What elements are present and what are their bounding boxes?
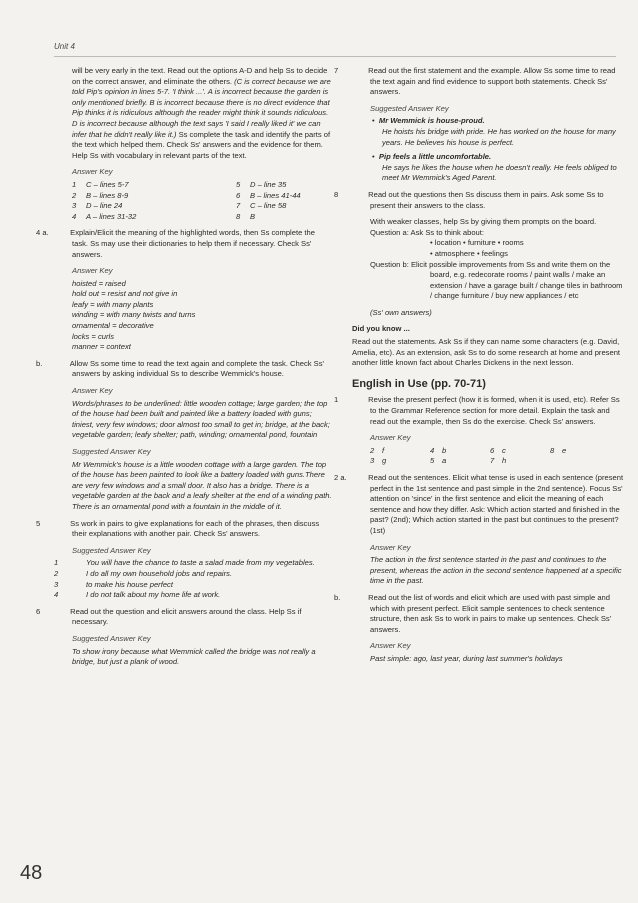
list-item-text: I do not talk about my home life at work. <box>86 590 221 600</box>
bullet-2-text: He says he likes the house when he doesn't really. He feels obliged to meet Mr Wemmick's Aged Parent. <box>382 162 617 183</box>
bullet-1-text: He hoists his bridge with pride. He has worked on the house for many years. He believes his house is perfect. <box>382 126 616 147</box>
answer-key-cell: 7 <box>490 456 495 466</box>
underline-answers: Words/phrases to be underlined: little wooden cottage; large garden; the top of the house had been built and painted like a battery loaded with guns; tiniest, very few windows; door almost too small to get in; bridge, at the back; vegetable garden; leafy shelter; path, winding; ornamental pond, fountain <box>72 398 330 440</box>
section-title: English in Use (pp. 70-71) <box>352 377 486 390</box>
question-6: 6 Read out the question and elicit answers around the class. Help Ss if necessary. <box>36 606 302 627</box>
list-item-text: to make his house perfect <box>86 579 173 589</box>
answer-key-cell <box>562 456 610 467</box>
question-a-prompt-1: • location • furniture • rooms <box>430 238 524 248</box>
answer-key-cell: 8 <box>550 445 555 455</box>
answer-key-cell: B – lines 41-44 <box>250 190 301 200</box>
own-answers: (Ss' own answers) <box>370 307 432 317</box>
answer-key-cell: 2 <box>72 190 77 200</box>
suggested-answer-list <box>54 558 332 600</box>
suggested-key-label: Suggested Answer Key <box>72 545 151 555</box>
vocab-answer: manner = context <box>72 342 131 352</box>
list-item <box>54 568 332 580</box>
list-item-text: You will have the chance to taste a salad made from my vegetables. <box>86 558 315 568</box>
question-7: 7 Read out the first statement and the example. Allow Ss some time to read the text again and find evidence to support both statements. Check Ss' answers. <box>334 66 616 97</box>
question-4a: 4 a. Explain/Elicit the meaning of the highlighted words, then Ss complete the task. Ss may use their dictionaries to help them if necessary. Check Ss' answers. <box>36 228 315 259</box>
answer-key-cell: 3 <box>370 456 375 466</box>
answer-key-label: Answer Key <box>72 167 113 177</box>
answer-key-cell: a <box>442 456 447 466</box>
answer-key-cell: 3 <box>72 201 77 211</box>
intro-text: will be very early in the text. Read out the options A-D and help Ss to decide on the correct answer, and eliminate the others. (C is correct because we are told Pip's opinion in lines 5-7. 'I think ...'. A is incorrect because the garden is only mentioned briefly. B is incorrect because there is no direct evidence that Pip thinks it is ridiculous although the reader might think it sounds ridiculous. D is incorrect because although the text says 'I said I really liked it' we can infer that he didn't really like it.) Ss complete the task and identify the parts of the text which helped them. Check Ss' answers and the evidence for them. Help Ss with vocabulary in relevant parts of the text. <box>72 66 331 160</box>
exercise-2b: b. Read out the list of words and elicit which are used with past simple and which with present perfect. Elicit sample sentences to check sentence structure, then ask Ss to work in pairs to make up sentences. Check Ss' answers. <box>334 592 612 634</box>
answer-key-label: Answer Key <box>370 641 411 651</box>
question-b: Question b: Elicit possible improvements from Ss and write them on the board, e.g. redecorate rooms / paint walls / make an extension / have a garage built / change tiles in bathroom / change furniture / buy new appliances / etc <box>370 259 623 301</box>
answer-key-label: Answer Key <box>370 433 411 443</box>
answer-key-cell: 4 <box>72 211 77 221</box>
list-item-number: 4 <box>54 590 59 600</box>
answer-key-cell: D – line 24 <box>86 201 123 211</box>
list-item-number: 3 <box>54 579 59 589</box>
answer-key-label: Answer Key <box>72 386 113 396</box>
vocab-answer: winding = with many twists and turns <box>72 310 196 320</box>
question-a-prompt-2: • atmosphere • feelings <box>430 248 508 258</box>
list-item <box>54 579 332 591</box>
vocab-answer: leafy = with many plants <box>72 299 154 309</box>
answer-key-cell: 6 <box>236 190 241 200</box>
answer-key-cell: 1 <box>72 179 77 189</box>
answer-key-grid <box>352 446 624 467</box>
answer-key-cell: B <box>250 211 256 221</box>
answer-key-cell: C – lines 5-7 <box>86 179 129 189</box>
unit-label: Unit 4 <box>54 42 75 51</box>
vocab-answer: hoisted = raised <box>72 278 126 288</box>
answer-key-cell: 6 <box>490 445 495 455</box>
answer-key-cell: h <box>502 456 507 466</box>
answer-key-cell <box>550 456 562 467</box>
answer-key-cell: B – lines 8-9 <box>86 190 129 200</box>
question-4b: b. Allow Ss some time to read the text again and complete the task. Check Ss' answers by asking individual Ss to describe Wemmick's house. <box>36 358 324 379</box>
did-you-know-text: Read out the statements. Ask Ss if they can name some characters (e.g. David, Amelia, etc). As an extension, ask Ss to do some research at home and present another little known fact about Charles Dickens in the next lesson. <box>352 337 621 368</box>
vocab-answer: locks = curls <box>72 331 114 341</box>
answer-text: Past simple: ago, last year, during last summer's holidays <box>370 653 563 663</box>
answer-key-cell: 5 <box>236 179 241 189</box>
header-rule <box>54 56 616 57</box>
list-item <box>54 590 332 601</box>
answer-key-cell: c <box>502 445 506 455</box>
did-you-know-title: Did you know ... <box>352 324 410 334</box>
vocab-answer: ornamental = decorative <box>72 321 154 331</box>
vocab-answer-list <box>54 279 332 353</box>
question-8: 8 Read out the questions then Ss discuss them in pairs. Ask some Ss to present their answers to the class. <box>334 189 604 210</box>
vocab-answer: hold out = resist and not give in <box>72 289 178 299</box>
bullet-2: • Pip feels a little uncomfortable. <box>372 152 492 162</box>
left-column <box>36 66 332 668</box>
answer-key-cell: b <box>442 445 447 455</box>
exercise-2a: 2 a. Read out the sentences. Elicit what tense is used in each sentence (present perfect in the 1st sentence and past simple in the 2nd sentence). Focus Ss' attention on 'since' in the first sentence and elicit the meaning of each sentence and how they differ. Ask: Which action started and finished in the past? (2nd); Which action started in the past but continues to the present? (1st) <box>334 473 624 535</box>
answer-key-cell: 2 <box>370 445 375 455</box>
question-a: Question a: Ask Ss to think about: <box>370 227 484 237</box>
answer-key-cell: e <box>562 445 567 455</box>
weaker-classes-note: With weaker classes, help Ss by giving them prompts on the board. <box>370 217 597 227</box>
answer-key-grid <box>54 180 332 222</box>
answer-key-cell: D – line 35 <box>250 179 287 189</box>
answer-key-cell: 7 <box>236 201 241 211</box>
answer-key-cell: 8 <box>236 211 241 221</box>
answer-key-cell: 4 <box>430 445 435 455</box>
list-item-text: I do all my own household jobs and repairs. <box>86 568 233 578</box>
answer-key-cell: g <box>382 456 387 466</box>
exercise-1: 1 Revise the present perfect (how it is formed, when it is used, etc). Refer Ss to the Grammar Reference section for more detail. Explain the task and read out the example, then Ss do the exercise. Check Ss' answers. <box>334 395 620 426</box>
answer-key-cell: f <box>382 445 385 455</box>
answer-key-label: Answer Key <box>72 266 113 276</box>
answer-key-cell: A – lines 31-32 <box>86 211 137 221</box>
question-5: 5 Ss work in pairs to give explanations for each of the phrases, then discuss their explanations with another pair. Check Ss' answers. <box>36 518 320 539</box>
page-number: 48 <box>20 862 43 884</box>
suggested-key-label: Suggested Answer Key <box>370 103 449 113</box>
list-item-number: 1 <box>54 558 59 568</box>
answer-key-cell: C – line 58 <box>250 201 287 211</box>
answer-key-label: Answer Key <box>370 542 411 552</box>
bullet-1: • Mr Wemmick is house-proud. <box>372 116 485 126</box>
suggested-answer: To show irony because what Wemmick called the bridge was not really a bridge, but just a plank of wood. <box>72 646 316 667</box>
right-column <box>334 66 624 665</box>
suggested-key-label: Suggested Answer Key <box>72 447 151 456</box>
suggested-key-label: Suggested Answer Key <box>72 633 151 643</box>
list-item <box>54 558 332 569</box>
answer-text: The action in the first sentence started in the past and continues to the present, whereas the action in the second sentence happened at a specific time in the past. <box>370 555 622 586</box>
list-item-number: 2 <box>54 568 59 578</box>
answer-key-cell: 5 <box>430 456 435 466</box>
suggested-answer: Mr Wemmick's house is a little wooden cottage with a large garden. The top of the house has been painted to look like a battery loaded with guns.There are very few windows and a small door. It also has a bridge. There is a vegetable garden at the back and a leafy shelter at the end of a winding path. There is an ornamental pond with a fountain in the middle of it. <box>72 459 332 511</box>
